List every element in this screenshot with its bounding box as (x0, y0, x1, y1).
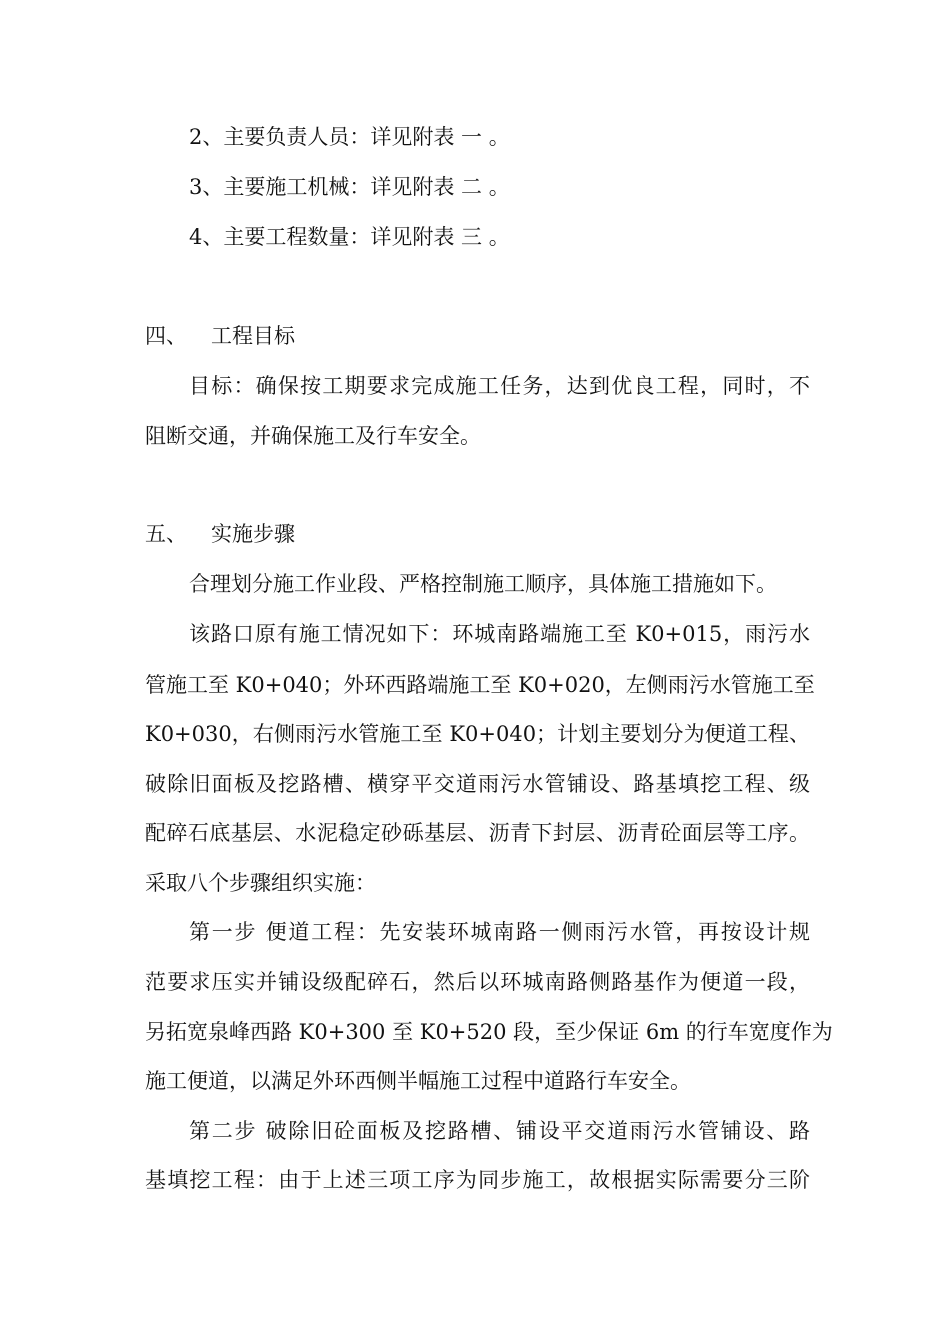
paragraph-line: 目标：确保按工期要求完成施工任务，达到优良工程，同时，不 (189, 374, 810, 398)
paragraph-line: 范要求压实并铺设级配碎石，然后以环城南路侧路基作为便道一段， (145, 970, 810, 994)
paragraph-line: K0+030，右侧雨污水管施工至 K0+040；计划主要划分为便道工程、 (145, 722, 810, 746)
paragraph-line: 破除旧面板及挖路槽、横穿平交道雨污水管铺设、路基填挖工程、级 (145, 772, 810, 796)
paragraph-line: 另拓宽泉峰西路 K0+300 至 K0+520 段，至少保证 6m 的行车宽度作为 (145, 1020, 833, 1044)
section-number: 五、 (145, 522, 187, 546)
list-item-machinery: 3、主要施工机械：详见附表 二 。 (189, 175, 510, 199)
paragraph-line: 配碎石底基层、水泥稳定砂砾基层、沥青下封层、沥青砼面层等工序。 (145, 821, 810, 845)
paragraph-line: 该路口原有施工情况如下：环城南路端施工至 K0+015，雨污水 (189, 622, 810, 646)
section-title: 工程目标 (211, 324, 295, 348)
paragraph-line: 阻断交通，并确保施工及行车安全。 (145, 424, 481, 448)
section-heading-goals (145, 322, 295, 350)
section-title: 实施步骤 (211, 522, 295, 546)
paragraph-line: 基填挖工程：由于上述三项工序为同步施工，故根据实际需要分三阶 (145, 1168, 810, 1192)
paragraph-line: 采取八个步骤组织实施： (145, 871, 376, 895)
paragraph-line: 合理划分施工作业段、严格控制施工顺序，具体施工措施如下。 (189, 572, 777, 596)
list-item-quantities: 4、主要工程数量：详见附表 三 。 (189, 225, 510, 249)
section-heading-steps (145, 520, 295, 548)
paragraph-line: 第一步 便道工程：先安装环城南路一侧雨污水管，再按设计规 (189, 920, 810, 944)
paragraph-line: 第二步 破除旧砼面板及挖路槽、铺设平交道雨污水管铺设、路 (189, 1119, 810, 1143)
section-number: 四、 (145, 324, 187, 348)
list-item-personnel: 2、主要负责人员：详见附表 一 。 (189, 125, 510, 149)
paragraph-line: 施工便道，以满足外环西侧半幅施工过程中道路行车安全。 (145, 1069, 691, 1093)
paragraph-line: 管施工至 K0+040；外环西路端施工至 K0+020，左侧雨污水管施工至 (145, 673, 815, 697)
